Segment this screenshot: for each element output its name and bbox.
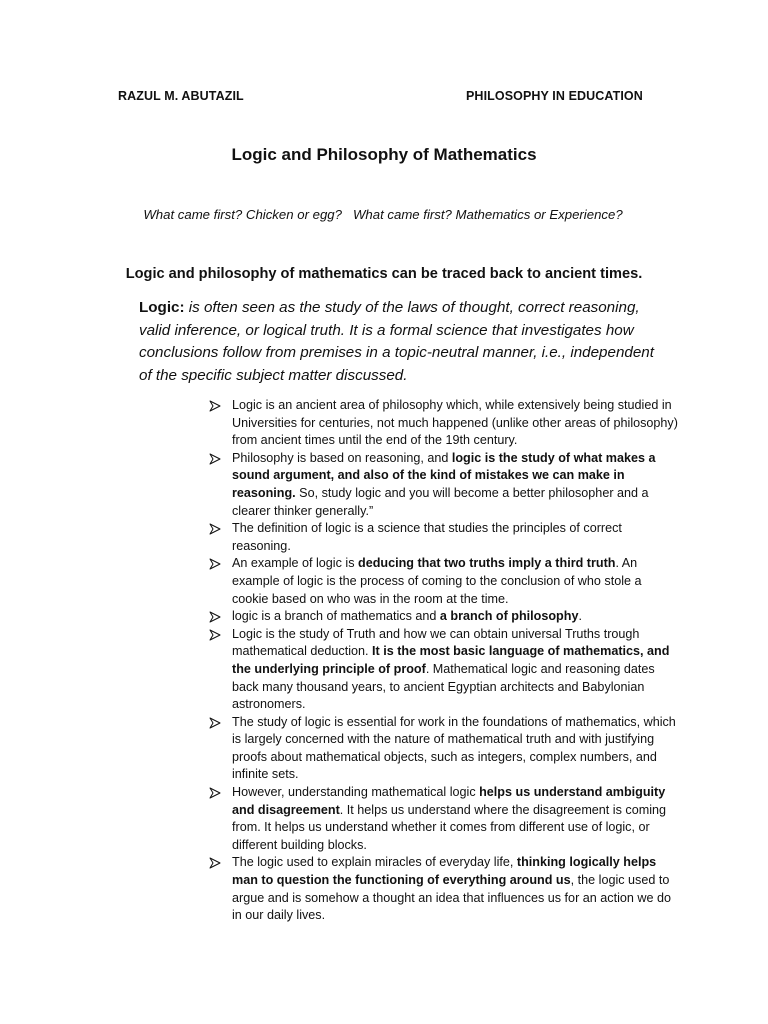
item-text: . An example of logic is the process of coming to the conclusion of who stole a cookie based on who was in the room at the time. bbox=[232, 556, 642, 606]
item-text: , the logic used to argue and is somehow a thought an idea that influences us for an action we do in our daily lives. bbox=[232, 873, 671, 923]
list-item bbox=[208, 450, 678, 520]
list-item bbox=[208, 608, 678, 626]
section-heading: Logic and philosophy of mathematics can be traced back to ancient times. bbox=[125, 266, 643, 282]
arrowhead-bullet-icon bbox=[208, 400, 222, 412]
list-item bbox=[208, 520, 678, 555]
bold-text: deducing that two truths imply a third truth bbox=[358, 556, 616, 571]
item-text: The definition of logic is a science that studies the principles of correct reasoning. bbox=[232, 521, 622, 553]
definition-term: Logic: bbox=[139, 299, 185, 316]
definition-text: is often seen as the study of the laws of thought, correct reasoning, valid inference, or logical truth. It is a formal science that investigates how conclusions follow from premises in a topic-neutral manner, i.e., independent of the specific subject matter discussed. bbox=[139, 299, 654, 384]
list-item bbox=[208, 397, 678, 450]
arrowhead-bullet-icon bbox=[208, 717, 222, 729]
list-item bbox=[208, 784, 678, 854]
item-text: So, study logic and you will become a better philosopher and a clearer thinker generally.” bbox=[232, 485, 649, 518]
item-text: . It helps us understand where the disagreement is coming from. It helps us understand whether it comes from different use of logic, or different building blocks. bbox=[232, 802, 667, 852]
item-text: . bbox=[578, 609, 582, 624]
bold-text: a branch of philosophy bbox=[439, 609, 579, 624]
item-text: Philosophy is based on reasoning, and bbox=[232, 450, 452, 465]
bold-text: thinking logically helps man to question the functioning of everything around us bbox=[232, 855, 657, 888]
list-item bbox=[208, 555, 678, 608]
arrowhead-bullet-icon bbox=[208, 629, 222, 641]
document-subtitle: What came first? Chicken or egg? What came first? Mathematics or Experience? bbox=[143, 207, 623, 222]
bold-text: It is the most basic language of mathematics, and the underlying principle of proof bbox=[232, 644, 670, 676]
author-name: RAZUL M. ABUTAZIL bbox=[118, 89, 244, 103]
course-name: PHILOSOPHY IN EDUCATION bbox=[466, 89, 643, 103]
list-item bbox=[208, 854, 678, 924]
bullet-list bbox=[208, 397, 678, 925]
arrowhead-bullet-icon bbox=[208, 453, 222, 465]
bold-text: helps us understand ambiguity and disagreement bbox=[232, 785, 666, 817]
item-text: The study of logic is essential for work in the foundations of mathematics, which is largely concerned with the nature of mathematical truth and with justifying proofs about mathematical objects, such as integers, complex numbers, and infinite sets. bbox=[232, 714, 676, 782]
bold-text: logic is the study of what makes a sound argument, and also of the kind of mistakes we can make in reasoning. bbox=[232, 450, 656, 500]
arrowhead-bullet-icon bbox=[208, 558, 222, 570]
list-item bbox=[208, 626, 678, 714]
arrowhead-bullet-icon bbox=[208, 787, 222, 799]
arrowhead-bullet-icon bbox=[208, 523, 222, 535]
arrowhead-bullet-icon bbox=[208, 611, 222, 623]
item-text: logic is a branch of mathematics and bbox=[232, 609, 440, 624]
item-text: Logic is the study of Truth and how we can obtain universal Truths trough mathematical deduction. bbox=[232, 626, 640, 659]
item-text: The logic used to explain miracles of everyday life, bbox=[232, 855, 517, 870]
arrowhead-bullet-icon bbox=[208, 857, 222, 869]
item-text: . Mathematical logic and reasoning dates back many thousand years, to ancient Egyptian architects and Babylonian astronomers. bbox=[232, 661, 655, 712]
logic-definition-paragraph bbox=[139, 297, 659, 387]
item-text: An example of logic is bbox=[232, 556, 358, 571]
item-text: However, understanding mathematical logic bbox=[232, 785, 480, 800]
list-item bbox=[208, 714, 678, 784]
document-title: Logic and Philosophy of Mathematics bbox=[231, 145, 537, 164]
item-text: Logic is an ancient area of philosophy which, while extensively being studied in Universities for centuries, not much happened (unlike other areas of philosophy) from ancient times until the end of the 19th century. bbox=[232, 398, 678, 448]
